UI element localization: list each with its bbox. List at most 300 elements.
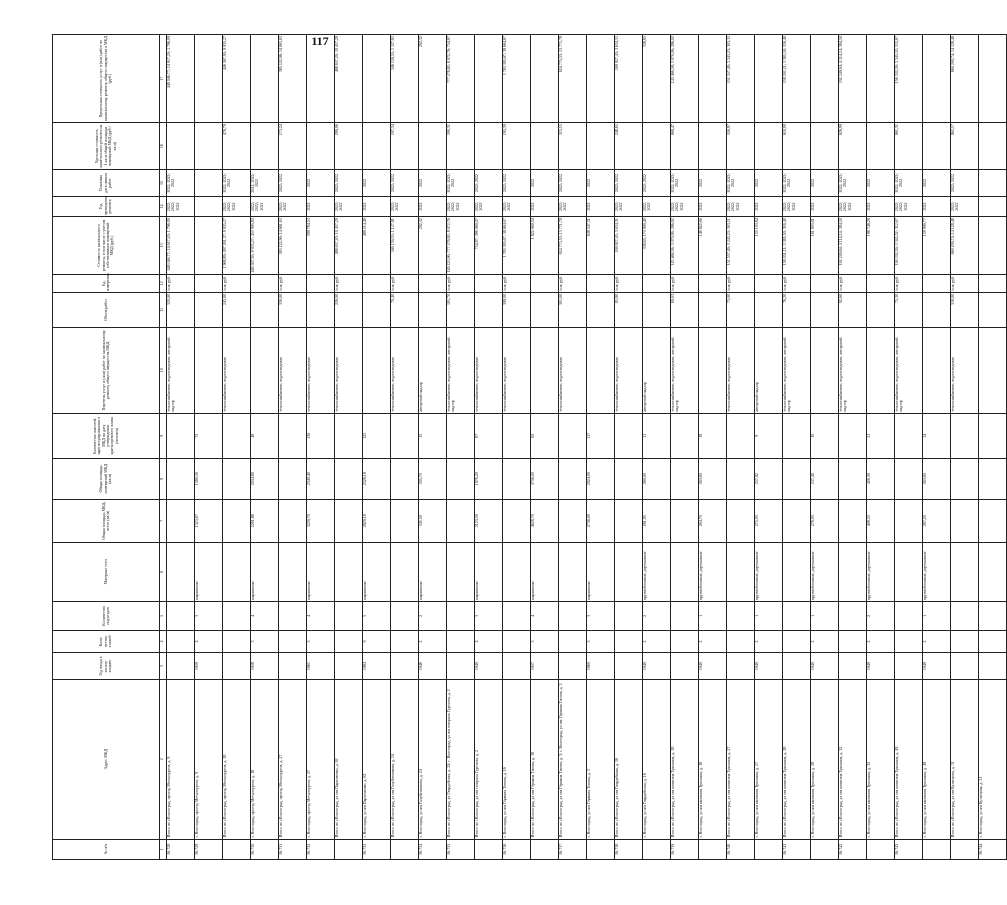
unit-cell: [307, 274, 335, 292]
floors-cell: 5: [307, 630, 335, 653]
repair-year-cell: 2022; 2022: [615, 196, 643, 216]
address-cell: Итого по г.Волгоград, ул им Гвардейская, д. 16: [615, 679, 643, 839]
build-year-cell: [223, 653, 251, 680]
repair-cost-cell: [195, 217, 223, 274]
repair-cost-cell: 161 903,01: [811, 217, 839, 274]
entrances-cell: 4: [251, 602, 279, 631]
unit-cell: п.м; руб.: [671, 274, 699, 292]
premises-area-cell: 1580,30: [195, 458, 223, 499]
total-area-cell: [727, 499, 755, 542]
build-year-cell: [951, 653, 979, 680]
unit-cell: [531, 274, 559, 292]
total-area-cell: [391, 499, 419, 542]
wall-material-cell: [951, 542, 979, 601]
unit-cell: [363, 274, 391, 292]
start-year-cell: 2022: [755, 170, 783, 197]
column-header: Общая площадь помещений МКД (кв.м): [53, 458, 160, 499]
total-area-cell: 2123,50: [475, 499, 503, 542]
repair-year-cell: 2022; 2022: [391, 196, 419, 216]
start-year-cell: 2022; 2022; 2022: [167, 170, 195, 197]
entrances-cell: [503, 602, 531, 631]
total-area-cell: 345,50: [419, 499, 447, 542]
repair-cost-cell: 624 775,53; 13 771,78: [559, 217, 587, 274]
residents-cell: 62: [531, 413, 559, 458]
wall-material-cell: кирпичные: [475, 542, 503, 601]
premises-area-cell: [335, 458, 363, 499]
residents-cell: [503, 413, 531, 458]
residents-cell: [279, 413, 307, 458]
table-row: [195, 35, 223, 860]
build-year-cell: [671, 653, 699, 680]
repair-year-cell: [195, 196, 223, 216]
work-list-cell: авторский надзор: [643, 327, 671, 413]
unit-cell: [867, 274, 895, 292]
column-number: 13: [160, 217, 167, 274]
unit-cell: [195, 274, 223, 292]
column-header: Перечень услуг и (или) работ по капитальному ремонту общего имущества МКД: [53, 327, 160, 413]
work-list-cell: теплоснабжение; водоотведение: [615, 327, 643, 413]
entrances-cell: [979, 602, 1007, 631]
build-year-cell: [979, 653, 1007, 680]
table-row: [419, 35, 447, 860]
repair-year-cell: 2022: [307, 196, 335, 216]
total-area-cell: 2829,18: [363, 499, 391, 542]
column-number: 15: [160, 170, 167, 197]
table-row: [251, 35, 279, 860]
row-number-cell: 56.742: [839, 839, 867, 859]
residents-cell: [391, 413, 419, 458]
row-number-cell: 56.733: [363, 839, 391, 859]
start-year-cell: 2022; 2022; 2022: [895, 170, 923, 197]
repair-cost-cell: 143 466,58; 3 070,06; 286,02: [671, 217, 699, 274]
work-list-cell: [363, 327, 391, 413]
table-row: [615, 35, 643, 860]
row-number-cell: 56.735: [447, 839, 475, 859]
premises-area-cell: [447, 458, 475, 499]
address-cell: Итого по г.Волгоград, ул им Кузнецова, д. 51: [951, 679, 979, 839]
unit-cell: п.м; руб.: [727, 274, 755, 292]
header-row: [53, 35, 160, 860]
residents-cell: 67: [475, 413, 503, 458]
premises-area-cell: 1976,20: [475, 458, 503, 499]
wall-material-cell: [615, 542, 643, 601]
table-row: [335, 35, 363, 860]
unit-cell: [475, 274, 503, 292]
unit-cost-cell: [251, 123, 279, 170]
residents-cell: [895, 413, 923, 458]
floors-cell: 2: [755, 630, 783, 653]
start-year-cell: 2022; 2022; 2022: [671, 170, 699, 197]
repair-year-cell: 2022: [867, 196, 895, 216]
column-header: Количество жителей, зарегистрированных в МКД на дату утверждения краткосрочного плана (человек): [53, 413, 160, 458]
limit-cost-cell: 292,32: [419, 35, 447, 123]
unit-cell: [251, 274, 279, 292]
total-area-cell: 267,20: [923, 499, 951, 542]
address-cell: г. Волгоград, проезд Металлургов, д. 9: [195, 679, 223, 839]
row-number-cell: 56.744: [979, 839, 1007, 859]
premises-area-cell: 205,70: [419, 458, 447, 499]
unit-cost-cell: 610,09: [783, 123, 811, 170]
premises-area-cell: 257,92: [755, 458, 783, 499]
limit-cost-cell: [531, 35, 559, 123]
unit-cost-cell: 315,15: [559, 123, 587, 170]
build-year-cell: 1940: [475, 653, 503, 680]
address-cell: г. Волгоград, проезд Металлургов, д. 27: [307, 679, 335, 839]
entrances-cell: 4: [307, 602, 335, 631]
work-list-cell: теплоснабжение; водоотведение; авторский надзор: [671, 327, 699, 413]
residents-cell: [951, 413, 979, 458]
unit-cell: п.м; руб.: [447, 274, 475, 292]
repair-year-cell: 2022: [923, 196, 951, 216]
repair-cost-cell: 346 159,55; 1 127,81: [391, 217, 419, 274]
repair-cost-cell: 151 557,49; 3 243,23; 303,11: [727, 217, 755, 274]
address-cell: г. Волгоград, проезд Металлургов, д. 18: [251, 679, 279, 839]
floors-cell: [839, 630, 867, 653]
repair-year-cell: 2022; 2022; 2022: [783, 196, 811, 216]
floors-cell: 3: [251, 630, 279, 653]
build-year-cell: 1961: [307, 653, 335, 680]
capital-repair-plan-table: [52, 34, 1007, 860]
address-cell: Итого по г.Волгоград, проезд Металлургов, д. 27: [279, 679, 307, 839]
repair-year-cell: 2022: [531, 196, 559, 216]
start-year-cell: 2022; 2022: [475, 170, 503, 197]
start-year-cell: 2022: [811, 170, 839, 197]
start-year-cell: 2022; 2022: [391, 170, 419, 197]
unit-cell: п.м; руб.: [279, 274, 307, 292]
floors-cell: [979, 630, 1007, 653]
repair-year-cell: 2022; 2022: [503, 196, 531, 216]
repair-cost-cell: 292,32: [419, 217, 447, 274]
work-volume-cell: [755, 293, 783, 328]
address-cell: г. Волгоград, ул им капитана Тряскина, д. 18: [699, 679, 727, 839]
unit-cell: п.м; руб.: [503, 274, 531, 292]
address-cell: Итого по г.Волгоград, ул им капитана Тряскина, д. 18: [671, 679, 699, 839]
address-cell: Итого по г.Волгоград, ул им генерала Гуртьева, д. 2: [475, 679, 503, 839]
repair-cost-cell: 448 046,77; 14 617,20; 1 796,09: [167, 217, 195, 274]
limit-cost-cell: [699, 35, 727, 123]
unit-cell: [419, 274, 447, 292]
work-list-cell: теплоснабжение; водоотведение; авторский надзор: [839, 327, 867, 413]
premises-area-cell: 260,00: [643, 458, 671, 499]
limit-cost-cell: 446 567,95; 9 935,27: [223, 35, 251, 123]
premises-area-cell: [559, 458, 587, 499]
entrances-cell: [167, 602, 195, 631]
column-number: 3: [160, 653, 167, 680]
limit-cost-cell: 156 332,59; 3 345,52; 312,67: [895, 35, 923, 123]
address-cell: г. Волгоград, ул им Кузнецова, д. 51: [979, 679, 1007, 839]
floors-cell: [447, 630, 475, 653]
column-number: 16: [160, 123, 167, 170]
total-area-cell: 4628,70: [531, 499, 559, 542]
work-list-cell: теплоснабжение; водоотведение: [951, 327, 979, 413]
row-number-cell: [755, 839, 783, 859]
premises-area-cell: 263,60: [923, 458, 951, 499]
premises-area-cell: 2034,80: [251, 458, 279, 499]
total-area-cell: [951, 499, 979, 542]
wall-material-cell: крупноблочные, деревянные: [867, 542, 895, 601]
wall-material-cell: крупноблочные, деревянные: [699, 542, 727, 601]
entrances-cell: [783, 602, 811, 631]
unit-cost-cell: 556,97: [727, 123, 755, 170]
table-row: [531, 35, 559, 860]
total-area-cell: [279, 499, 307, 542]
work-list-cell: [811, 327, 839, 413]
work-list-cell: [195, 327, 223, 413]
limit-cost-cell: 338,65: [643, 35, 671, 123]
repair-year-cell: 2022: [755, 196, 783, 216]
unit-cell: [811, 274, 839, 292]
repair-year-cell: 2022; 2022; 2022: [839, 196, 867, 216]
column-header: Коли-чество этажей: [53, 630, 160, 653]
residents-cell: 9: [755, 413, 783, 458]
total-area-cell: 275,93: [755, 499, 783, 542]
entrances-cell: [391, 602, 419, 631]
floors-cell: 2: [867, 630, 895, 653]
address-cell: г. Волгоград, ул им Пархоменко, д. 62: [363, 679, 391, 839]
column-header: Год проведения ремонта: [53, 196, 160, 216]
start-year-cell: 2022; 2022: [615, 170, 643, 197]
repair-cost-cell: 660 209,74; 14 128,48: [951, 217, 979, 274]
column-header: Количество подъездов: [53, 602, 160, 631]
premises-area-cell: [951, 458, 979, 499]
limit-cost-cell: 488 657,20; 10 457,29: [335, 35, 363, 123]
entrances-cell: [895, 602, 923, 631]
unit-cost-cell: [755, 123, 783, 170]
row-number-cell: 56.731: [279, 839, 307, 859]
residents-cell: 125: [363, 413, 391, 458]
build-year-cell: [895, 653, 923, 680]
table-body: [167, 35, 1007, 860]
floors-cell: [951, 630, 979, 653]
work-volume-cell: [531, 293, 559, 328]
entrances-cell: 1: [699, 602, 727, 631]
wall-material-cell: [979, 542, 1007, 601]
residents-cell: 15: [419, 413, 447, 458]
unit-cost-cell: [587, 123, 615, 170]
entrances-cell: 3: [195, 602, 223, 631]
floors-cell: 2: [419, 630, 447, 653]
floors-cell: 2: [643, 630, 671, 653]
premises-area-cell: 426,30: [867, 458, 895, 499]
row-number-cell: [811, 839, 839, 859]
row-number-cell: [475, 839, 503, 859]
work-volume-cell: 318,00: [951, 293, 979, 328]
work-list-cell: теплоснабжение; водоотведение: [279, 327, 307, 413]
total-area-cell: [671, 499, 699, 542]
residents-cell: 18: [699, 413, 727, 458]
rotated-table-container: [52, 34, 983, 860]
row-number-cell: [699, 839, 727, 859]
unit-cost-cell: [979, 123, 1007, 170]
wall-material-cell: кирпичные: [419, 542, 447, 601]
total-area-cell: [167, 499, 195, 542]
start-year-cell: 2022; 2022: [335, 170, 363, 197]
unit-cost-cell: [167, 123, 195, 170]
total-area-cell: [559, 499, 587, 542]
table-row: [783, 35, 811, 860]
row-number-cell: 56.743: [895, 839, 923, 859]
address-cell: г. Волгоград, ул им капитана Тряскина, д. 28: [811, 679, 839, 839]
row-number-cell: [335, 839, 363, 859]
residents-cell: [783, 413, 811, 458]
unit-cost-cell: 173,24: [279, 123, 307, 170]
repair-cost-cell: 192 249,64; 4 114,14; 384,50: [839, 217, 867, 274]
floors-cell: [895, 630, 923, 653]
unit-cell: п.м; руб.: [783, 274, 811, 292]
work-list-cell: [587, 327, 615, 413]
work-list-cell: [531, 327, 559, 413]
address-cell: Итого по г.Волгоград, ул им Пархоменко, д. 62: [335, 679, 363, 839]
address-cell: Итого по г.Волгоград, ул им Гёрмана Титова, д. 3; г. Волгоград, ул им Гёрмана Титова, д. 3: [559, 679, 587, 839]
work-list-cell: теплоснабжение; водоотведение: [727, 327, 755, 413]
address-cell: Итого по г.Волгоград, ул им капитана Тряскина, д. 49: [895, 679, 923, 839]
unit-cost-cell: 668,47: [671, 123, 699, 170]
repair-cost-cell: 754,87; 386 060,07: [475, 217, 503, 274]
row-number-cell: 56.734: [419, 839, 447, 859]
unit-cost-cell: [307, 123, 335, 170]
column-number: 7: [160, 499, 167, 542]
entrances-cell: [559, 602, 587, 631]
premises-area-cell: [783, 458, 811, 499]
floors-cell: [783, 630, 811, 653]
build-year-cell: [335, 653, 363, 680]
wall-material-cell: [223, 542, 251, 601]
work-volume-cell: [699, 293, 727, 328]
total-area-cell: [979, 499, 1007, 542]
table-row: [363, 35, 391, 860]
residents-cell: [727, 413, 755, 458]
work-volume-cell: 75,30: [895, 293, 923, 328]
build-year-cell: [391, 653, 419, 680]
entrances-cell: [951, 602, 979, 631]
floors-cell: 2: [923, 630, 951, 653]
residents-cell: 117: [587, 413, 615, 458]
build-year-cell: 1940: [643, 653, 671, 680]
repair-year-cell: 2022; 2022: [335, 196, 363, 216]
repair-year-cell: 2022; 2022; 2022: [671, 196, 699, 216]
residents-cell: [559, 413, 587, 458]
premises-area-cell: [391, 458, 419, 499]
start-year-cell: 2022; 2022: [559, 170, 587, 197]
row-number-cell: [587, 839, 615, 859]
work-volume-cell: 320,00: [167, 293, 195, 328]
limit-cost-cell: [195, 35, 223, 123]
wall-material-cell: кирпичные: [195, 542, 223, 601]
work-list-cell: теплоснабжение; водоотведение: [223, 327, 251, 413]
unit-cell: [923, 274, 951, 292]
address-cell: г. Волгоград, ул им Гвардейская, д. 16: [643, 679, 671, 839]
total-area-cell: [783, 499, 811, 542]
work-volume-cell: [867, 293, 895, 328]
entrances-cell: [839, 602, 867, 631]
residents-cell: [615, 413, 643, 458]
entrances-cell: 3: [475, 602, 503, 631]
work-volume-cell: [307, 293, 335, 328]
repair-year-cell: 2022: [419, 196, 447, 216]
table-row: [167, 35, 195, 860]
build-year-cell: 1957: [531, 653, 559, 680]
limit-cost-cell: [755, 35, 783, 123]
floors-cell: 5: [531, 630, 559, 653]
wall-material-cell: [559, 542, 587, 601]
unit-cell: п.м; руб.: [559, 274, 587, 292]
table-row: [923, 35, 951, 860]
unit-cell: п.м; руб.: [839, 274, 867, 292]
work-list-cell: теплоснабжение; водоотведение; авторский надзор: [783, 327, 811, 413]
total-area-cell: 1323,67: [195, 499, 223, 542]
residents-cell: 72: [195, 413, 223, 458]
floors-cell: [223, 630, 251, 653]
floors-cell: 9: [363, 630, 391, 653]
unit-cell: п.м; руб.: [951, 274, 979, 292]
repair-cost-cell: 159 990,77: [923, 217, 951, 274]
work-list-cell: теплоснабжение; водоотведение: [475, 327, 503, 413]
entrances-cell: 4: [531, 602, 559, 631]
floors-cell: 5: [587, 630, 615, 653]
repair-cost-cell: 146 822,66: [699, 217, 727, 274]
work-volume-cell: [587, 293, 615, 328]
start-year-cell: [195, 170, 223, 197]
floors-cell: [335, 630, 363, 653]
build-year-cell: 1960: [587, 653, 615, 680]
limit-cost-cell: 346 159,55; 1 127,81: [391, 35, 419, 123]
repair-year-cell: 2022: [363, 196, 391, 216]
table-row: [811, 35, 839, 860]
wall-material-cell: [783, 542, 811, 601]
repair-year-cell: 2022; 2022; 2022: [727, 196, 755, 216]
entrances-cell: 3: [587, 602, 615, 631]
entrances-cell: 5: [363, 602, 391, 631]
total-area-cell: 3229,70: [307, 499, 335, 542]
row-number-cell: 56.736: [503, 839, 531, 859]
row-number-cell: [391, 839, 419, 859]
limit-cost-cell: 624 775,53; 13 771,78: [559, 35, 587, 123]
floors-cell: 4: [475, 630, 503, 653]
address-cell: Итого по г.Волгоград, ул им капитана Тряскина, д. 28: [783, 679, 811, 839]
build-year-cell: [503, 653, 531, 680]
work-volume-cell: 226,00: [335, 293, 363, 328]
floors-cell: [615, 630, 643, 653]
column-header: Ед. измерения: [53, 274, 160, 292]
premises-area-cell: 2529,18: [363, 458, 391, 499]
residents-cell: 10: [811, 413, 839, 458]
wall-material-cell: [895, 542, 923, 601]
work-volume-cell: [419, 293, 447, 328]
column-header: Объем работ: [53, 293, 160, 328]
row-number-cell: [643, 839, 671, 859]
unit-cost-cell: 197,34: [391, 123, 419, 170]
repair-cost-cell: 1 783 395,67; 38 664,67: [503, 217, 531, 274]
floors-cell: [503, 630, 531, 653]
residents-cell: 48: [251, 413, 279, 458]
limit-cost-cell: [475, 35, 503, 123]
column-header: Предельная стоимость услуг и (или) работ по капитальному ремонту общего имущества в МКД (руб.): [53, 35, 160, 123]
premises-area-cell: [895, 458, 923, 499]
address-cell: Итого по г.Волгоград, проезд Металлургов, д. 9: [167, 679, 195, 839]
entrances-cell: [727, 602, 755, 631]
unit-cost-cell: [811, 123, 839, 170]
unit-cell: п.м; руб.: [895, 274, 923, 292]
work-volume-cell: [251, 293, 279, 328]
limit-cost-cell: [587, 35, 615, 123]
start-year-cell: 2022; 2022: [643, 170, 671, 197]
unit-cell: п.м; руб.: [167, 274, 195, 292]
unit-cost-cell: [867, 123, 895, 170]
premises-area-cell: 237,40: [811, 458, 839, 499]
column-number: 6: [160, 542, 167, 601]
unit-cost-cell: [475, 123, 503, 170]
repair-cost-cell: 158 201,11; 3 385,50; 316,40: [783, 217, 811, 274]
